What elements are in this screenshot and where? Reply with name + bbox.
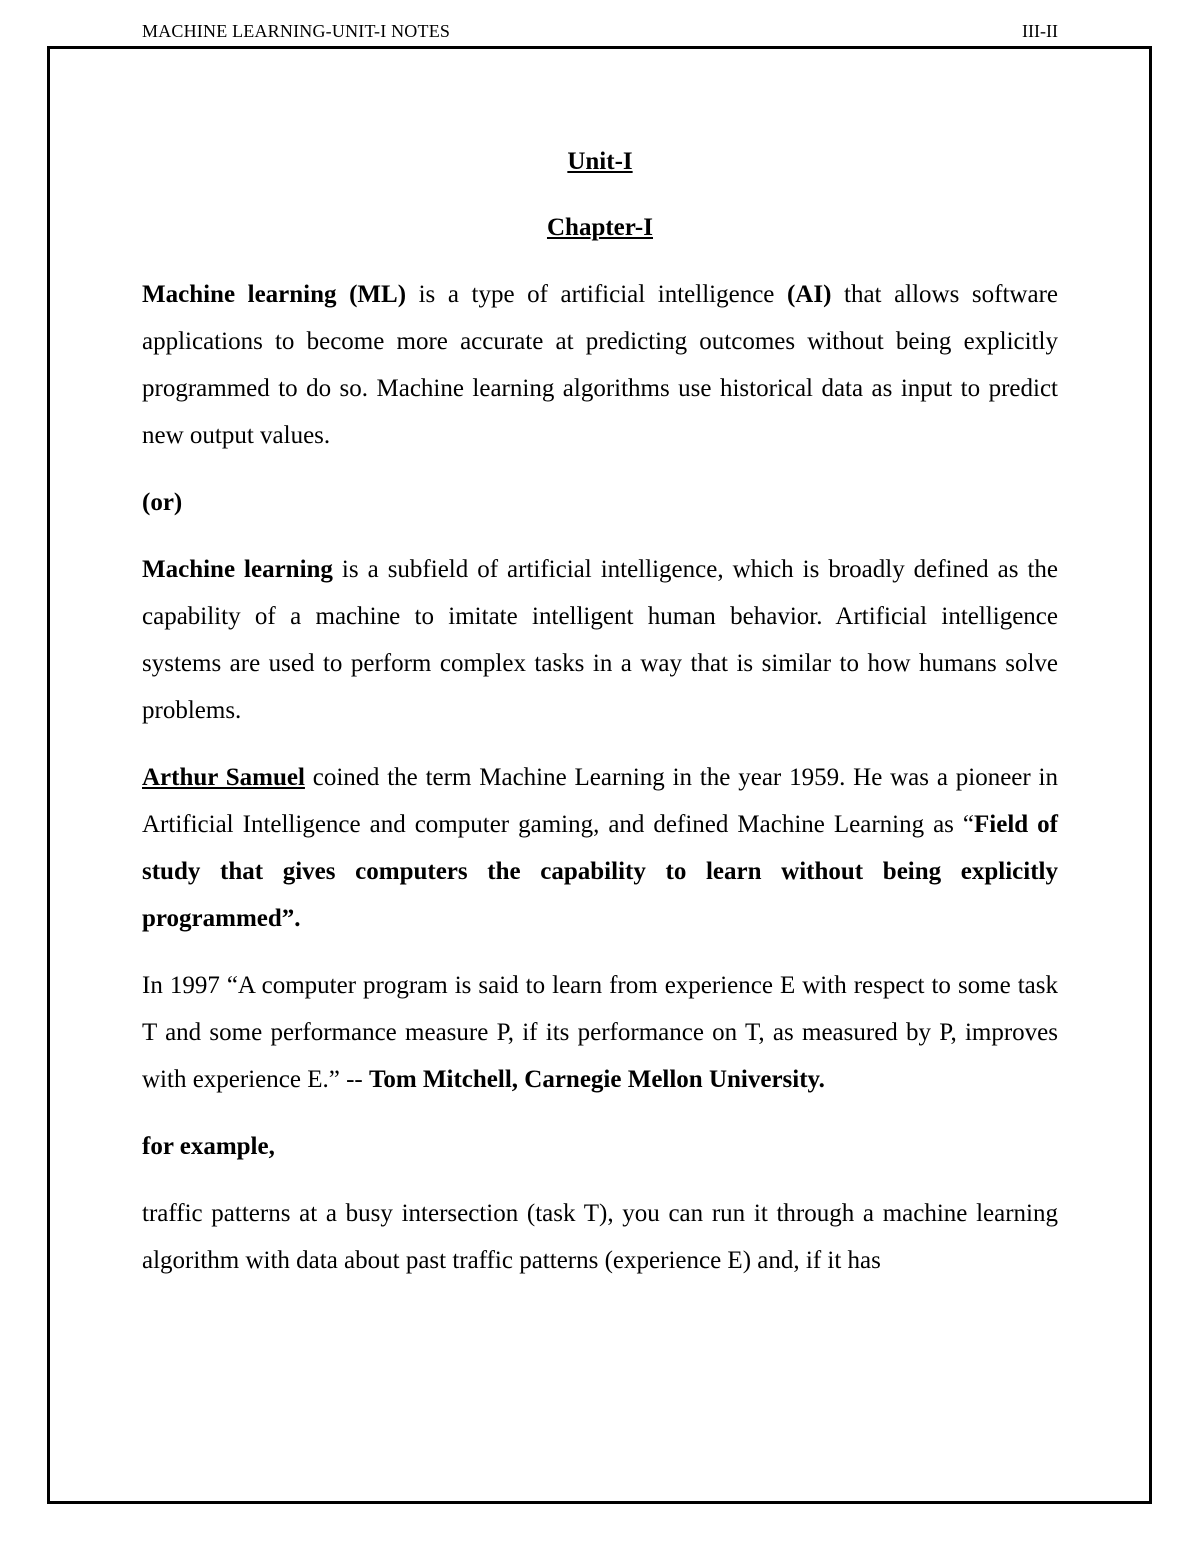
paragraph-arthur-samuel [142,754,1058,942]
text-segment [337,281,350,308]
samuel-quote: Field of study that gives computers the capability to learn without being explicitly programmed”. [142,811,1058,932]
paragraph-ml-definition [142,271,1058,459]
attribution-tom-mitchell: Tom Mitchell, Carnegie Mellon University. [368,1066,825,1093]
or-label: (or) [142,489,183,516]
term-machine-learning: Machine learning [142,281,337,308]
example-label: for example, [142,1133,275,1160]
header-document-title: MACHINE LEARNING-UNIT-I NOTES [142,21,451,41]
paragraph-tom-mitchell [142,962,1058,1103]
paragraph-ml-subfield [142,546,1058,734]
unit-heading: Unit-I [567,148,633,175]
text-segment: traffic patterns at a busy intersection (task T), you can run it through a machine learning algorithm with data about past traffic patterns (experience E) and, if it has [142,1200,1058,1274]
term-machine-learning: Machine learning [142,556,333,583]
paragraph-traffic-example [142,1190,1058,1284]
header-semester: III-II [1022,21,1058,41]
page-header [142,18,1058,44]
text-segment: is a subfield of artificial intelligence, which is broadly defined as the capability of a machine to imitate intelligent human behavior. Artificial intelligence systems are used to perform complex tasks in a way that is similar to how humans solve problems. [142,556,1059,724]
chapter-heading: Chapter-I [546,214,653,241]
name-arthur-samuel: Arthur Samuel [142,764,305,791]
text-segment: coined the term Machine Learning in the year 1959. He was a pioneer in Artificial Intelligence and computer gaming, and defined Machine Learning as “ [142,764,1058,838]
text-segment: In 1997 “A computer program is said to learn from experience E with respect to some task T and some performance measure P, if its performance on T, as measured by P, improves with experience E.” -- [142,972,1058,1093]
abbr-ai: (AI) [786,281,832,308]
abbr-ml: (ML) [349,281,407,308]
text-segment: that allows software applications to become more accurate at predicting outcomes without being explicitly programmed to do so. Machine learning algorithms use historical data as input to predict new output values. [142,281,1058,449]
text-segment: is a type of artificial intelligence [406,281,787,308]
document-body [142,138,1058,1304]
